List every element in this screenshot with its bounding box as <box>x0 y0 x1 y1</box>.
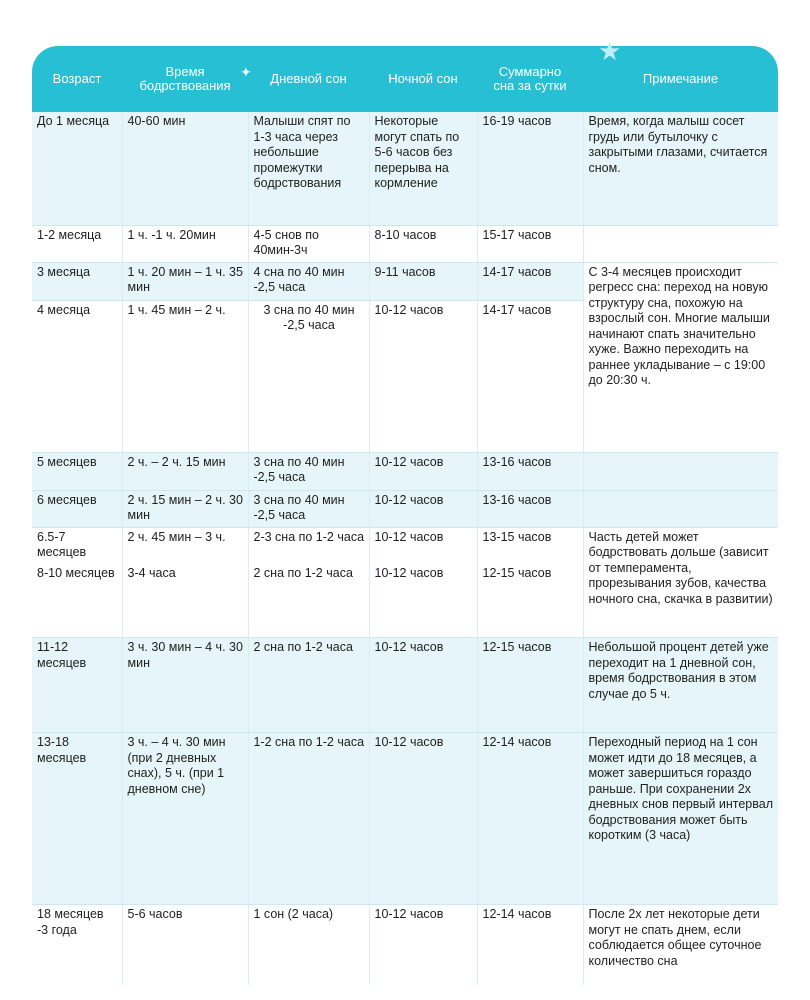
cell-wake: 5-6 часов <box>122 905 248 985</box>
cell-note <box>583 225 778 262</box>
cell-night: 9-11 часов <box>369 262 477 300</box>
cell-age: 1-2 месяца <box>32 225 122 262</box>
star-icon: ★ <box>598 36 622 66</box>
cell-total: 13-16 часов <box>477 490 583 527</box>
header-wake-line2: бодрствования <box>139 78 231 93</box>
cell-total: 13-16 часов <box>477 452 583 490</box>
star-icon: ✦ <box>240 64 252 80</box>
cell-age: 6 месяцев <box>32 490 122 527</box>
cell-wake: 2 ч. – 2 ч. 15 мин <box>122 452 248 490</box>
cell-wake: 3 ч. 30 мин – 4 ч. 30 мин <box>122 638 248 733</box>
table-row <box>32 490 778 527</box>
cell-night: 10-12 часов <box>369 300 477 452</box>
cell-night: 10-12 часов <box>369 905 477 985</box>
sleep-table <box>32 36 778 985</box>
cell-wake: 3 ч. – 4 ч. 30 мин (при 2 дневных снах), 5 ч. (при 1 дневном сне) <box>122 733 248 905</box>
cell-age: 5 месяцев <box>32 452 122 490</box>
cell-day: 3 сна по 40 мин -2,5 часа <box>248 452 369 490</box>
cell-total: 16-19 часов <box>477 112 583 225</box>
cell-note <box>583 490 778 527</box>
header-age: Возраст <box>52 71 102 86</box>
cell-day: 1 сон (2 часа) <box>248 905 369 985</box>
cell-night: Некоторые могут спать по 5-6 часов без перерыва на кормление <box>369 112 477 225</box>
cell-total: 14-17 часов <box>477 300 583 452</box>
cell-wake: 1 ч. -1 ч. 20мин <box>122 225 248 262</box>
cell-day: 4 сна по 40 мин -2,5 часа <box>248 262 369 300</box>
cell-age: До 1 месяца <box>32 112 122 225</box>
cell-note <box>583 452 778 490</box>
header-wake-line1: Время <box>165 64 205 79</box>
cell-age: 8-10 месяцев <box>32 564 122 638</box>
cell-night: 10-12 часов <box>369 733 477 905</box>
cell-day: 3 сна по 40 мин -2,5 часа <box>248 300 369 452</box>
cell-note: После 2х лет некоторые дети могут не спать днем, если соблюдается общее суточное количество сна <box>583 905 778 985</box>
table-row <box>32 733 778 905</box>
cell-day: 4-5 снов по 40мин-3ч <box>248 225 369 262</box>
header-total-sleep <box>477 46 583 112</box>
cell-total: 12-15 часов <box>477 638 583 733</box>
cell-total: 14-17 часов <box>477 262 583 300</box>
cell-note: С 3-4 месяцев происходит регресс сна: переход на новую структуру сна, похожую на взрослый сон. Многие малыши начинают спать значительно хуже. Важно переходить на раннее укладывание – с 19:00 до 20:30 ч. <box>583 262 778 452</box>
header-note: Примечание <box>642 71 719 86</box>
cell-age: 4 месяца <box>32 300 122 452</box>
cell-total: 12-15 часов <box>477 564 583 638</box>
cell-wake: 2 ч. 15 мин – 2 ч. 30 мин <box>122 490 248 527</box>
header-day-sleep: Дневной сон <box>270 71 347 86</box>
table-row <box>32 452 778 490</box>
cell-night: 10-12 часов <box>369 638 477 733</box>
cell-night: 10-12 часов <box>369 452 477 490</box>
cell-day: 2-3 сна по 1-2 часа <box>248 527 369 564</box>
table-header <box>32 36 778 112</box>
table-row <box>32 905 778 985</box>
cell-age: 13-18 месяцев <box>32 733 122 905</box>
cell-age: 18 месяцев -3 года <box>32 905 122 985</box>
cell-total: 12-14 часов <box>477 733 583 905</box>
cell-night: 10-12 часов <box>369 490 477 527</box>
table-row <box>32 225 778 262</box>
header-wake-time <box>122 46 248 112</box>
cell-wake: 40-60 мин <box>122 112 248 225</box>
cell-note: Время, когда малыш сосет грудь или бутылочку с закрытыми глазами, считается сном. <box>583 112 778 225</box>
cell-night: 8-10 часов <box>369 225 477 262</box>
table-row <box>32 262 778 300</box>
cell-age: 6.5-7 месяцев <box>32 527 122 564</box>
cell-note: Небольшой процент детей уже переходит на 1 дневной сон, время бодрствования в этом случае до 5 ч. <box>583 638 778 733</box>
cell-day: 3 сна по 40 мин -2,5 часа <box>248 490 369 527</box>
table-row <box>32 638 778 733</box>
cell-wake: 2 ч. 45 мин – 3 ч. <box>122 527 248 564</box>
cell-wake: 1 ч. 45 мин – 2 ч. <box>122 300 248 452</box>
cell-age: 3 месяца <box>32 262 122 300</box>
cell-night: 10-12 часов <box>369 564 477 638</box>
cell-total: 15-17 часов <box>477 225 583 262</box>
header-total-line1: Суммарно <box>498 64 562 79</box>
cell-day: 2 сна по 1-2 часа <box>248 564 369 638</box>
cell-day: 2 сна по 1-2 часа <box>248 638 369 733</box>
header-night-sleep: Ночной сон <box>388 71 458 86</box>
table-row <box>32 112 778 225</box>
cell-total: 13-15 часов <box>477 527 583 564</box>
cell-wake: 3-4 часа <box>122 564 248 638</box>
cell-day: Малыши спят по 1-3 часа через небольшие промежутки бодрствования <box>248 112 369 225</box>
cell-note: Часть детей может бодрствовать дольше (зависит от темперамента, прорезывания зубов, качества ночного сна, скачка в развитии) <box>583 527 778 638</box>
cell-total: 12-14 часов <box>477 905 583 985</box>
cell-wake: 1 ч. 20 мин – 1 ч. 35 мин <box>122 262 248 300</box>
cell-day: 1-2 сна по 1-2 часа <box>248 733 369 905</box>
cell-night: 10-12 часов <box>369 527 477 564</box>
cell-note: Переходный период на 1 сон может идти до 18 месяцев, а может завершиться гораздо раньше. При сохранении 2х дневных снов первый интервал бодрствования может быть коротким (3 часа) <box>583 733 778 905</box>
header-total-line2: сна за сутки <box>493 78 567 93</box>
cell-age: 11-12 месяцев <box>32 638 122 733</box>
sleep-table-body <box>32 112 778 985</box>
table-row <box>32 527 778 564</box>
